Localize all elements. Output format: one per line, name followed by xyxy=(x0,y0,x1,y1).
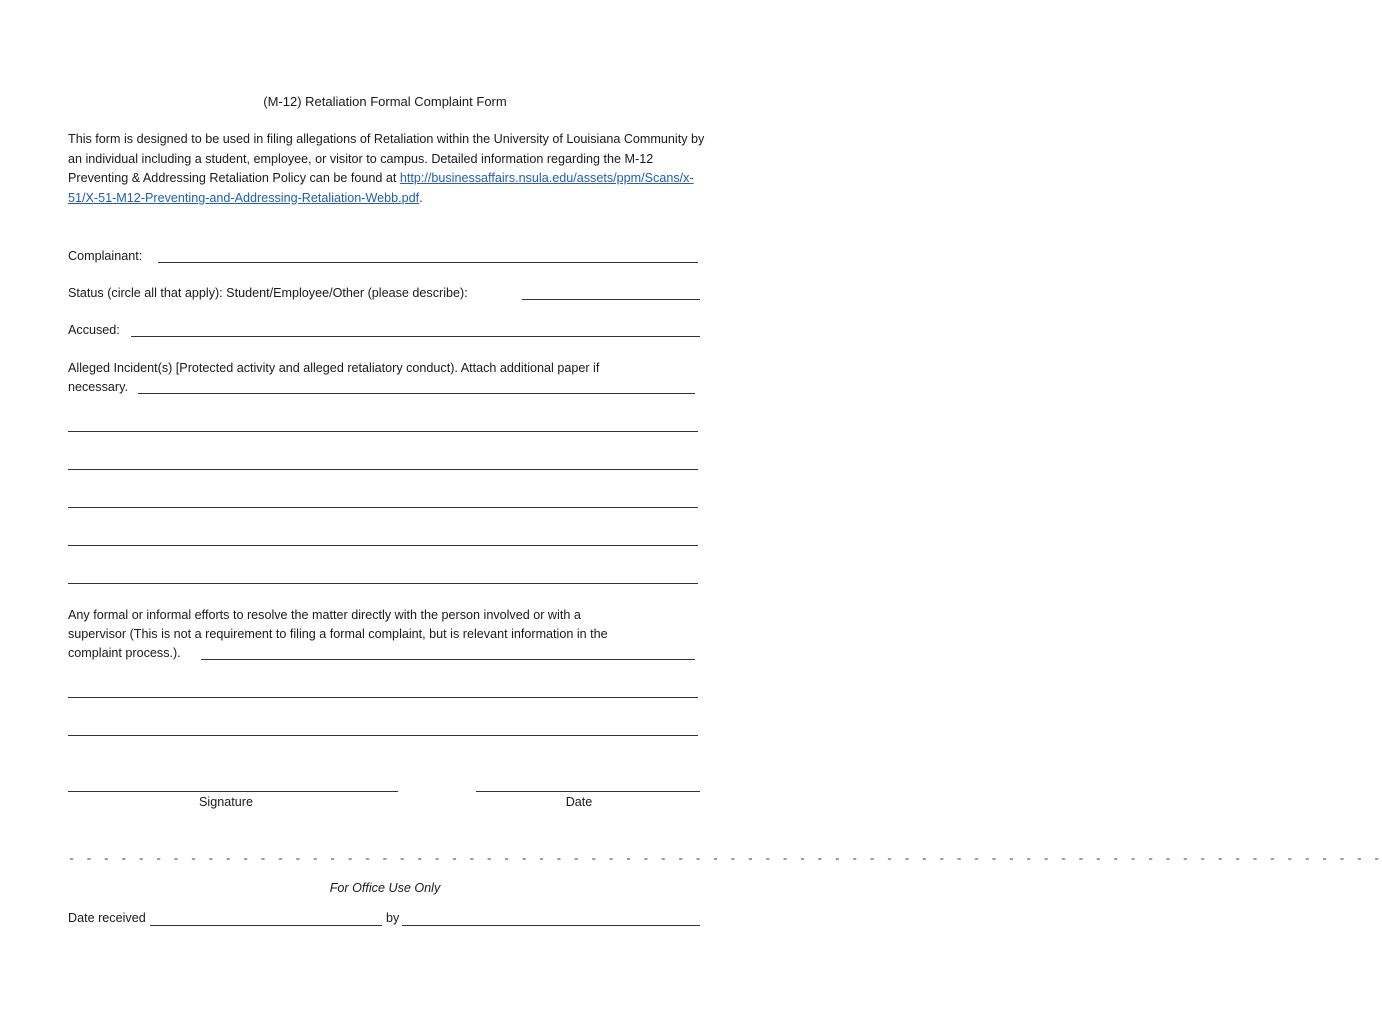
by-label: by xyxy=(386,911,400,925)
incident-field-line1[interactable] xyxy=(138,393,695,394)
resolve-field-line1[interactable] xyxy=(201,659,695,660)
accused-field[interactable] xyxy=(131,336,700,337)
intro-text: This form is designed to be used in filing allegations of Retaliation within the University of Louisiana Community by an individual including a student, employee, or visitor to campus. Detailed information regarding the M-12 Preventing & Addressing Retaliation Policy can be found at xyxy=(68,132,705,185)
form-title: (M-12) Retaliation Formal Complaint Form xyxy=(263,94,507,109)
resolve-field-line2[interactable] xyxy=(68,697,698,698)
incident-field-line6[interactable] xyxy=(68,583,698,584)
signature-field[interactable] xyxy=(68,791,398,792)
signature-caption: Signature xyxy=(199,795,253,809)
complainant-label: Complainant: xyxy=(68,249,143,263)
accused-label: Accused: xyxy=(68,323,120,337)
status-label: Status (circle all that apply): Student/Employee/Other (please describe): xyxy=(68,286,468,300)
date-field[interactable] xyxy=(476,791,700,792)
status-other-field[interactable] xyxy=(522,299,700,300)
resolve-field-line3[interactable] xyxy=(68,735,698,736)
date-received-field[interactable] xyxy=(150,925,382,926)
office-use-heading: For Office Use Only xyxy=(329,881,441,895)
incident-field-line3[interactable] xyxy=(68,469,698,470)
resolve-label-line1: Any formal or informal efforts to resolve the matter directly with the person involved or with a xyxy=(68,608,581,622)
resolve-label-line3: complaint process.). xyxy=(68,646,181,660)
resolve-label-line2: supervisor (This is not a requirement to filing a formal complaint, but is relevant information in the xyxy=(68,627,608,641)
incident-label-line2: necessary. xyxy=(68,380,128,394)
incident-field-line2[interactable] xyxy=(68,431,698,432)
received-by-field[interactable] xyxy=(402,925,700,926)
incident-field-line4[interactable] xyxy=(68,507,698,508)
date-caption: Date xyxy=(565,795,593,809)
policy-link[interactable]: http://businessaffairs.nsula.edu/assets/ppm/Scans/x-51/X-51-M12-Preventing-and-Addressing-Retaliation-Webb.pdf xyxy=(68,171,694,205)
incident-label-line1: Alleged Incident(s) [Protected activity and alleged retaliatory conduct). Attach additional paper if xyxy=(68,361,600,375)
intro-paragraph xyxy=(68,130,708,208)
complainant-field[interactable] xyxy=(158,262,698,263)
date-received-label: Date received xyxy=(68,911,146,925)
office-separator: - - - - - - - - - - - - - - - - - - - - - - - - - - - - - - - - - - - - - - - - - - - - - - - - - - - - - - - - - - - - - - - - - - - - - - - - - - - - xyxy=(68,852,1382,866)
incident-field-line5[interactable] xyxy=(68,545,698,546)
intro-end: . xyxy=(419,190,423,205)
